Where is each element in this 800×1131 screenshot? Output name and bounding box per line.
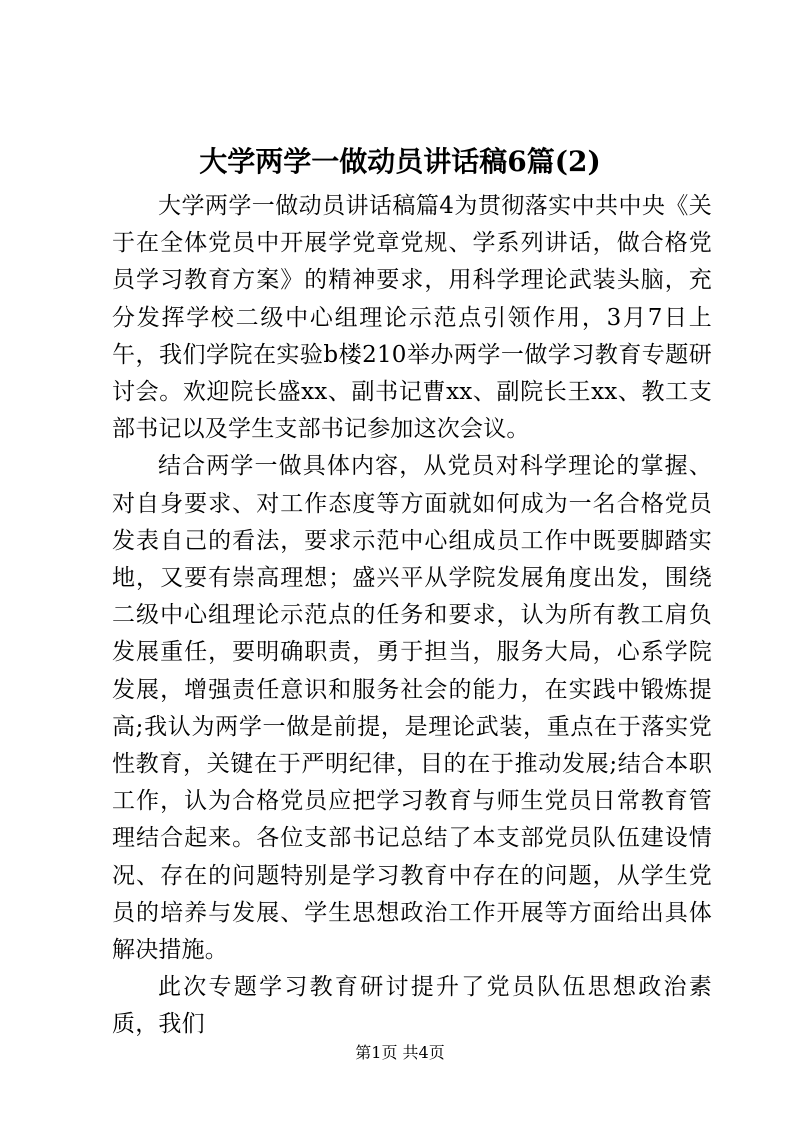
paragraph-2: 结合两学一做具体内容，从党员对科学理论的掌握、对自身要求、对工作态度等方面就如何成为一名合格党员发表自己的看法，要求示范中心组成员工作中既要脚踏实地，又要有崇高理想；盛兴平从学院发展角度出发，围绕二级中心组理论示范点的任务和要求，认为所有教工肩负发展重任，要明确职责，勇于担当，服务大局，心系学院发展，增强责任意识和服务社会的能力，在实践中锻炼提高;我认为两学一做是前提，是理论武装，重点在于落实党性教育，关键在于严明纪律，目的在于推动发展;结合本职工作，认为合格党员应把学习教育与师生党员日常教育管理结合起来。各位支部书记总结了本支部党员队伍建设情况、存在的问题特别是学习教育中存在的问题，从学生党员的培养与发展、学生思想政治工作开展等方面给出具体解决措施。 <box>112 453 712 964</box>
page-footer <box>0 1043 800 1063</box>
page-number-label: 第1页 共4页 <box>355 1043 445 1062</box>
paragraph-1: 大学两学一做动员讲话稿篇4为贯彻落实中共中央《关于在全体党员中开展学党章党规、学系列讲话，做合格党员学习教育方案》的精神要求，用科学理论武装头脑，充分发挥学校二级中心组理论示范点引领作用，3月7日上午，我们学院在实验b楼210举办两学一做学习教育专题研讨会。欢迎院长盛xx、副书记曹xx、副院长王xx、教工支部书记以及学生支部书记参加这次会议。 <box>112 193 712 443</box>
document-body <box>112 188 712 1044</box>
document-title: 大学两学一做动员讲话稿6篇(2) <box>199 145 601 178</box>
paragraph-3: 此次专题学习教育研讨提升了党员队伍思想政治素质，我们 <box>112 974 712 1038</box>
